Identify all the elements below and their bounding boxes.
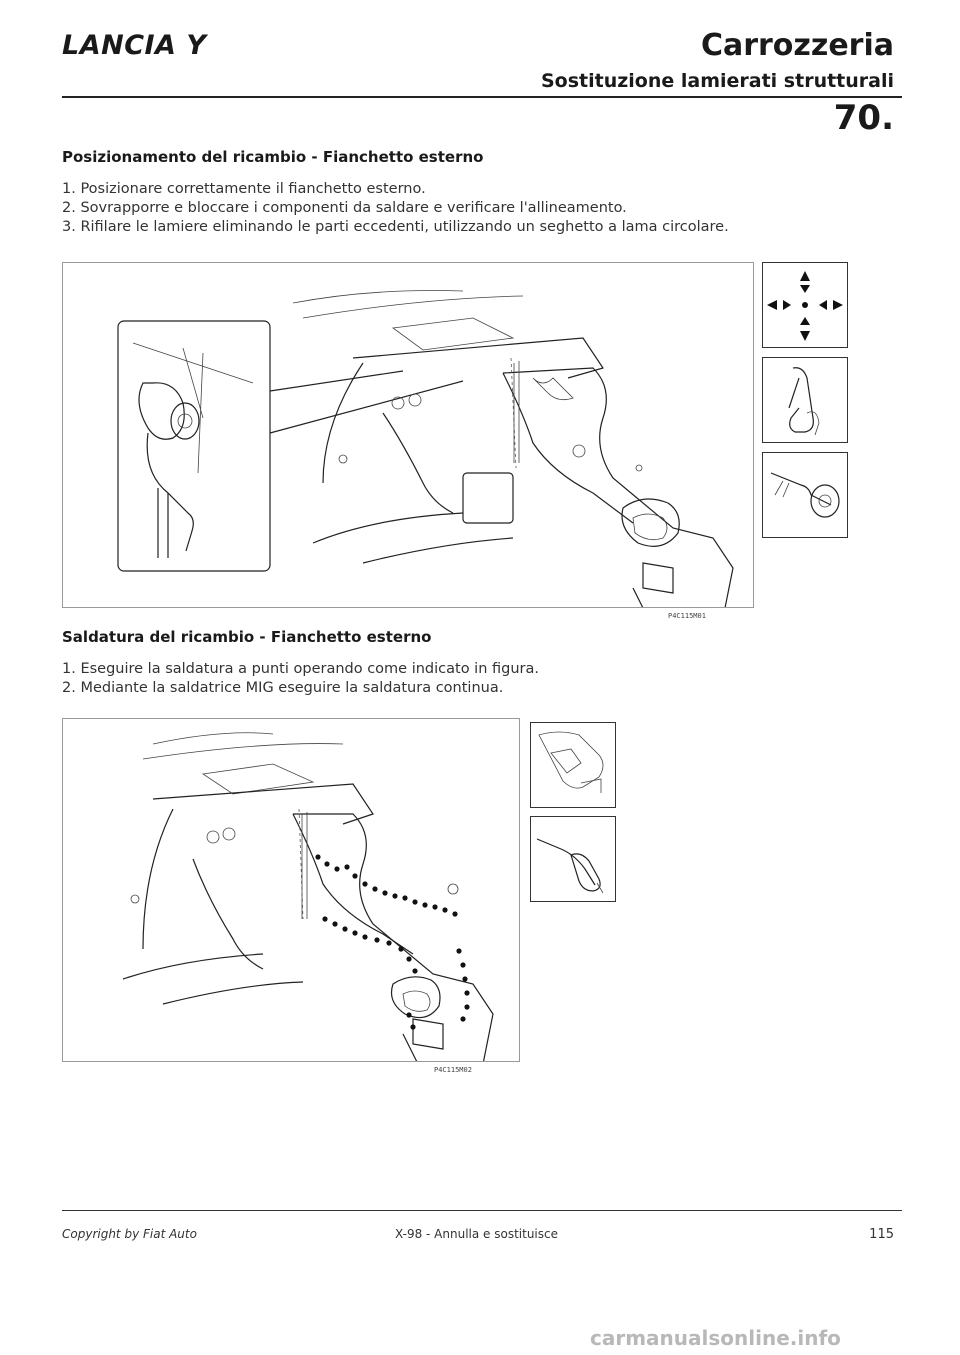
figure-1 [62,262,754,608]
move-arrows-icon [762,262,848,348]
block1-text [62,148,902,237]
block2-step: 2. Mediante la saldatrice MIG eseguire la saldatura continua. [62,680,504,696]
block2-text [62,628,902,698]
chapter-number: 70. [833,98,894,138]
circular-saw-icon [762,452,848,538]
page-number: 115 [869,1227,894,1242]
watermark-text: carmanualsonline.info [590,1326,841,1350]
block1-steps [62,180,902,237]
clamp-tool-icon [762,357,848,443]
brand-title: LANCIA Y [62,30,207,61]
block1-step: 1. Posizionare correttamente il fianchetto esterno. [62,181,426,197]
spot-welder-icon [530,722,616,808]
block1-heading: Posizionamento del ricambio - Fianchetto esterno [62,148,484,166]
mig-welder-icon [530,816,616,902]
block2-steps [62,660,902,698]
figure-2-drawing [63,719,519,1061]
subsection-title: Sostituzione lamierati strutturali [540,70,894,92]
section-title: Carrozzeria [700,28,894,63]
edition-text: X-98 - Annulla e sostituisce [395,1227,559,1241]
block2-step: 1. Eseguire la saldatura a punti operando come indicato in figura. [62,661,539,677]
footer-rule [62,1210,902,1211]
figure-1-code: P4C115M01 [668,612,706,620]
copyright-text: Copyright by Fiat Auto [62,1227,197,1241]
header-rule [62,96,902,98]
figure-1-drawing [63,263,753,607]
figure-2-code: P4C115M02 [434,1066,472,1074]
figure-2 [62,718,520,1062]
block1-step: 2. Sovrapporre e bloccare i componenti da saldare e verificare l'allineamento. [62,200,627,216]
block1-step: 3. Rifilare le lamiere eliminando le parti eccedenti, utilizzando un seghetto a lama circolare. [62,219,729,235]
block2-heading: Saldatura del ricambio - Fianchetto esterno [62,628,432,646]
